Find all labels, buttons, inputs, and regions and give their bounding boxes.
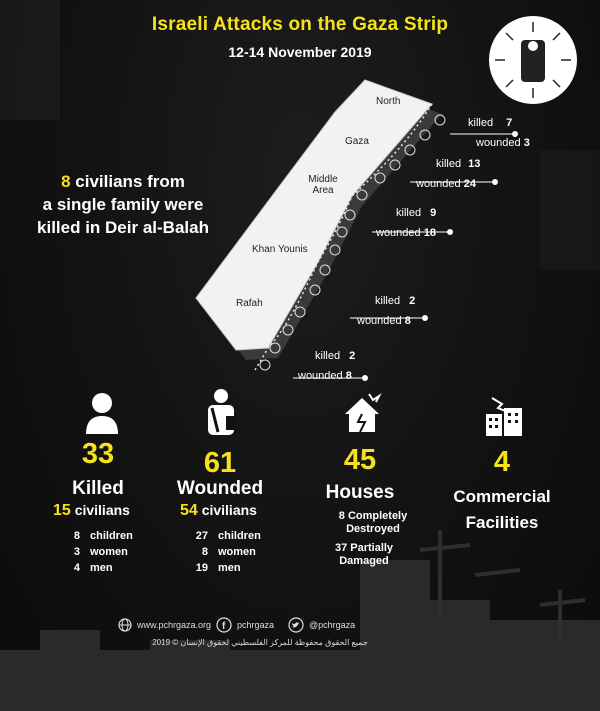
houses-damaged: 37 Partially Damaged xyxy=(334,542,394,567)
date-range: 12-14 November 2019 xyxy=(228,44,372,60)
region-rafah: Rafah xyxy=(236,298,263,309)
casualty-middle-area: killed 9 xyxy=(396,207,437,219)
headline-line3: killed in Deir al-Balah xyxy=(37,218,209,237)
wounded-number: 61 xyxy=(203,447,237,479)
commercial-label: Commercial Facilities xyxy=(453,487,551,532)
wounded-civilians: 54 civilians xyxy=(180,502,257,519)
casualty-rafah: killed 2 xyxy=(315,350,356,362)
twitter-icon xyxy=(288,617,304,633)
headline-line2: a single family were xyxy=(42,195,204,214)
facebook-icon xyxy=(216,617,232,633)
region-middle-area: Middle Area xyxy=(308,174,338,196)
houses-label: Houses xyxy=(325,482,395,503)
killed-label: Killed xyxy=(72,478,124,499)
killed-women: 3 women xyxy=(73,546,128,558)
infographic: Israeli Attacks on the Gaza Strip 12-14 November 2019 8 civilians from a single family were killed in Deir al-Balah North Gaza Middle Area Khan Younis Rafah killed 7 wounded 3 killed 13 wounded 24 killed 9 wounded 18 killed 2 wounded 8 killed 2 wounded 8 33 Killed 15 civilians 8 children 3 women 4 men 61 Wounded 54 civilians 27 children 8 women 19 men 45 Houses 8 Completely Destroyed 37 Partially Damaged 4 Commercial Facilities www.pchrgaza.org f pchrgaza @pchrgaza 2019 © جميع الحقوق محفوظة للمركز الفلسطيني لحقوق الإنسان xyxy=(0,0,600,711)
region-khan-younis: Khan Younis xyxy=(252,244,308,255)
commercial-number: 4 xyxy=(493,446,511,478)
killed-children: 8 children xyxy=(73,530,133,542)
website-link[interactable]: www.pchrgaza.org xyxy=(137,620,212,630)
killed-men: 4 men xyxy=(73,562,113,574)
killed-number: 33 xyxy=(81,438,115,470)
copyright: 2019 © جميع الحقوق محفوظة للمركز الفلسطيني لحقوق الإنسان xyxy=(152,638,368,647)
svg-text:f: f xyxy=(222,621,226,632)
globe-icon xyxy=(118,618,132,632)
casualty-north: killed 7 xyxy=(468,117,513,129)
headline-line1: civilians from xyxy=(75,172,185,191)
casualty-khan-younis: killed 2 xyxy=(375,295,416,307)
destroyed-house-icon xyxy=(341,392,383,434)
twitter-link[interactable]: @pchrgaza xyxy=(309,620,356,630)
killed-civilians: 15 civilians xyxy=(53,502,130,519)
headline-count: 8 xyxy=(61,172,71,191)
wounded-label: Wounded xyxy=(176,478,264,499)
wounded-women: 8 women xyxy=(201,546,256,558)
region-north: North xyxy=(376,96,401,107)
facebook-link[interactable]: pchrgaza xyxy=(237,620,275,630)
wounded-children: 27 children xyxy=(195,530,261,542)
wounded-men: 19 men xyxy=(195,562,241,574)
houses-destroyed: 8 Completely Destroyed xyxy=(338,510,408,535)
person-icon xyxy=(84,392,120,436)
houses-number: 45 xyxy=(343,444,377,476)
page-title: Israeli Attacks on the Gaza Strip xyxy=(151,14,449,35)
region-gaza: Gaza xyxy=(345,136,369,147)
injured-person-icon xyxy=(198,388,244,438)
casualty-gaza: killed 13 xyxy=(436,158,481,170)
commercial-building-icon xyxy=(482,392,528,438)
